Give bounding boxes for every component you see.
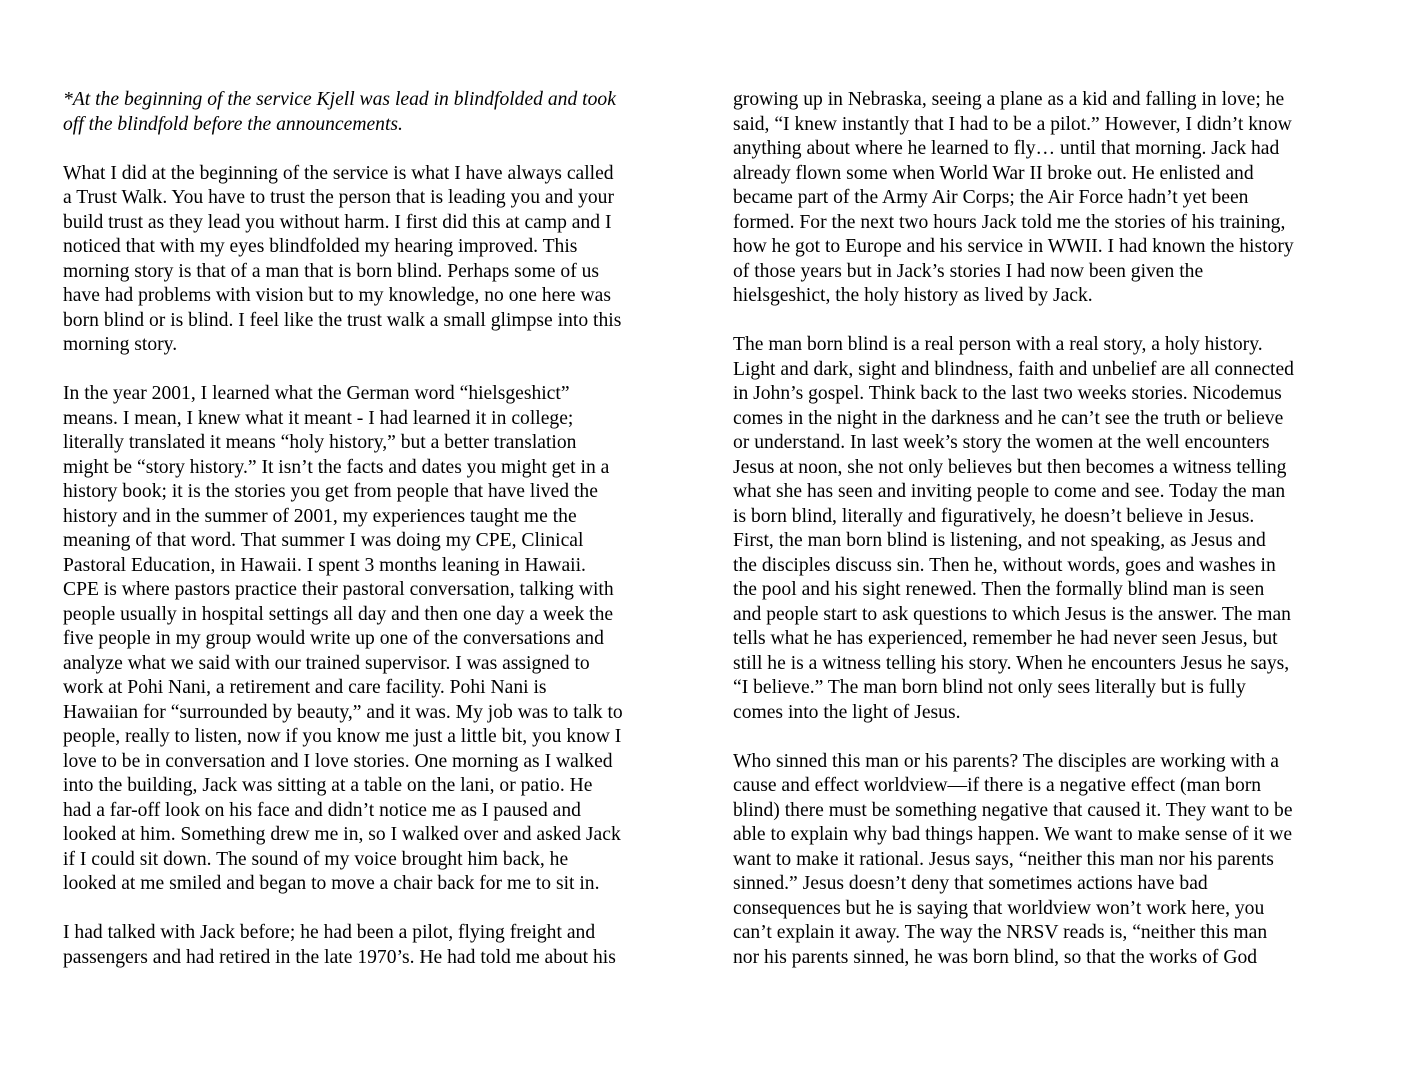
text-line: or understand. In last week’s story the women at the well encounters [733,432,1270,453]
text-line: able to explain why bad things happen. We want to make sense of it we [733,824,1293,845]
text-line: is born blind, literally and figuratively, he doesn’t believe in Jesus. [733,505,1255,527]
text-line: First, the man born blind is listening, and not speaking, as Jesus and [733,530,1266,551]
text-line: anything about where he learned to fly… until that morning. Jack had [733,138,1280,159]
text-line: comes in the night in the darkness and he can’t see the truth or believe [733,407,1284,429]
text-line: formed. For the next two hours Jack told me the stories of his training, [733,211,1286,233]
text-line: work at Pohi Nani, a retirement and care facility. Pohi Nani is [63,677,547,698]
text-line: sinned.” Jesus doesn’t deny that sometimes actions have bad [733,873,1208,894]
text-line: became part of the Army Air Corps; the Air Force hadn’t yet been [733,187,1249,208]
text-line: have had problems with vision but to my knowledge, no one here was [63,285,611,306]
text-line: build trust as they lead you without harm. I first did this at camp and I [63,211,612,233]
text-line: blind) there must be something negative that caused it. They want to be [733,799,1293,821]
text-line: Jesus at noon, she not only believes but then becomes a witness telling [733,456,1287,478]
text-line: of those years but in Jack’s stories I had now been given the [733,260,1204,282]
body-paragraph [63,382,678,897]
text-line: passengers and had retired in the late 1970’s. He had told me about his [63,946,616,968]
text-line: born blind or is blind. I feel like the trust walk a small glimpse into this [63,309,622,331]
text-line: I had talked with Jack before; he had been a pilot, flying freight and [63,922,596,943]
text-line: had a far-off look on his face and didn’t notice me as I paused and [63,799,581,821]
text-line: noticed that with my eyes blindfolded my hearing improved. This [63,236,578,257]
text-line: the pool and his sight renewed. Then the formally blind man is seen [733,579,1265,600]
text-line: *At the beginning of the service Kjell was lead in blindfolded and took [63,89,616,110]
text-line: love to be in conversation and I love stories. One morning as I walked [63,750,613,772]
text-line: cause and effect worldview—if there is a negative effect (man born [733,775,1262,796]
text-line: What I did at the beginning of the service is what I have always called [63,162,614,184]
text-line: looked at me smiled and began to move a chair back for me to sit in. [63,873,600,894]
text-line: “I believe.” The man born blind not only sees literally but is fully [733,677,1246,698]
text-line: people usually in hospital settings all day and then one day a week the [63,603,614,625]
text-line: Hawaiian for “surrounded by beauty,” and it was. My job was to talk to [63,701,623,723]
text-line: already flown some when World War II broke out. He enlisted and [733,162,1254,184]
text-line: people, really to listen, now if you know me just a little bit, you know I [63,726,622,747]
text-line: consequences but he is saying that worldview won’t work here, you [733,897,1265,919]
text-line: how he got to Europe and his service in WWII. I had known the history [733,236,1294,257]
text-line: nor his parents sinned, he was born blind, so that the works of God [733,946,1258,968]
text-line: can’t explain it away. The way the NRSV reads is, “neither this man [733,922,1268,943]
body-paragraph [733,333,1348,725]
text-line: the disciples discuss sin. Then he, without words, goes and washes in [733,554,1276,576]
text-line: CPE is where pastors practice their pastoral conversation, talking with [63,579,614,600]
right-column [733,88,1348,995]
body-paragraph [63,162,678,358]
text-line: want to make it rational. Jesus says, “neither this man nor his parents [733,848,1274,870]
text-line: might be “story history.” It isn’t the facts and dates you might get in a [63,456,610,478]
body-paragraph [733,750,1348,971]
text-line: Pastoral Education, in Hawaii. I spent 3 months leaning in Hawaii. [63,554,586,576]
text-line: tells what he has experienced, remember he had never seen Jesus, but [733,628,1278,649]
text-line: meaning of that word. That summer I was doing my CPE, Clinical [63,530,584,551]
text-line: off the blindfold before the announcements. [63,113,403,135]
text-line: into the building, Jack was sitting at a table on the lani, or patio. He [63,775,593,796]
text-line: literally translated it means “holy history,” but a better translation [63,432,577,453]
italic-note-paragraph [63,88,678,137]
text-line: means. I mean, I knew what it meant - I had learned it in college; [63,407,574,429]
text-line: history and in the summer of 2001, my experiences taught me the [63,505,577,527]
text-line: comes into the light of Jesus. [733,701,961,723]
text-line: Who sinned this man or his parents? The disciples are working with a [733,750,1279,772]
text-line: five people in my group would write up one of the conversations and [63,628,604,649]
text-line: still he is a witness telling his story. When he encounters Jesus he says, [733,652,1290,674]
text-line: growing up in Nebraska, seeing a plane as a kid and falling in love; he [733,89,1285,110]
text-line: in John’s gospel. Think back to the last two weeks stories. Nicodemus [733,383,1282,404]
body-paragraph [733,88,1348,309]
text-line: looked at him. Something drew me in, so I walked over and asked Jack [63,824,621,845]
text-line: analyze what we said with our trained supervisor. I was assigned to [63,652,590,674]
text-line: morning story. [63,334,178,355]
text-line: and people start to ask questions to which Jesus is the answer. The man [733,603,1291,625]
text-line: Light and dark, sight and blindness, faith and unbelief are all connected [733,358,1294,380]
text-line: hielsgeshict, the holy history as lived by Jack. [733,285,1093,306]
left-column [63,88,678,995]
body-paragraph [63,921,678,970]
text-line: if I could sit down. The sound of my voice brought him back, he [63,848,569,870]
text-line: what she has seen and inviting people to come and see. Today the man [733,481,1286,502]
text-line: history book; it is the stories you get from people that have lived the [63,481,598,502]
text-line: morning story is that of a man that is born blind. Perhaps some of us [63,260,600,282]
text-line: The man born blind is a real person with a real story, a holy history. [733,334,1263,355]
text-line: a Trust Walk. You have to trust the person that is leading you and your [63,187,615,208]
text-line: said, “I knew instantly that I had to be a pilot.” However, I didn’t know [733,113,1292,135]
text-line: In the year 2001, I learned what the German word “hielsgeshict” [63,383,570,404]
